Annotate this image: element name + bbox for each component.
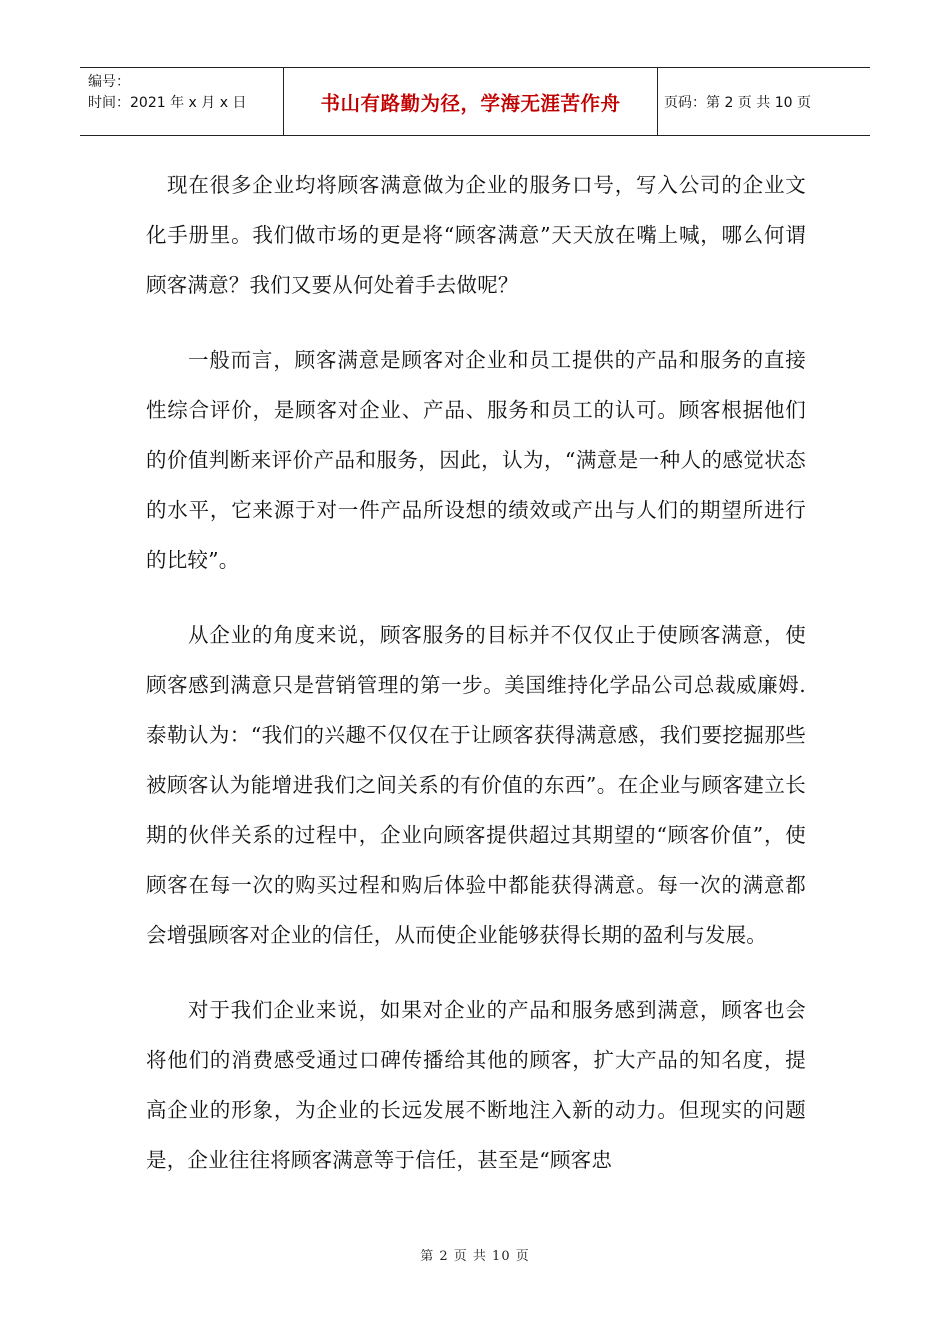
document-number-label: 编号： [88, 74, 130, 90]
footer-page-number: 第 2 页 共 10 页 [420, 1249, 530, 1264]
paragraph-1: 现在很多企业均将顾客满意做为企业的服务口号，写入公司的企业文化手册里。我们做市场的更是将“顾客满意”天天放在嘴上喊，哪么何谓顾客满意？我们又要从何处着手去做呢？ [146, 173, 806, 297]
header-page-cell [658, 68, 870, 135]
paragraph-3: 从企业的角度来说，顾客服务的目标并不仅仅止于使顾客满意，使顾客感到满意只是营销管理的第一步。美国维持化学品公司总裁威廉姆.泰勒认为：“我们的兴趣不仅仅在于让顾客获得满意感，我们要挖掘那些被顾客认为能增进我们之间关系的有价值的东西”。在企业与顾客建立长期的伙伴关系的过程中，企业向顾客提供超过其期望的“顾客价值”，使顾客在每一次的购买过程和购后体验中都能获得满意。每一次的满意都会增强顾客对企业的信任，从而使企业能够获得长期的盈利与发展。 [146, 623, 806, 947]
header-table [80, 67, 870, 136]
document-body [146, 160, 806, 1210]
header-motto-cell [283, 68, 658, 135]
header-motto: 书山有路勤为径，学海无涯苦作舟 [320, 91, 621, 115]
document-time-label: 时间：2021 年 x 月 x 日 [88, 95, 247, 111]
paragraph-2: 一般而言，顾客满意是顾客对企业和员工提供的产品和服务的直接性综合评价，是顾客对企业、产品、服务和员工的认可。顾客根据他们的价值判断来评价产品和服务，因此，认为，“满意是一种人的感觉状态的水平，它来源于对一件产品所设想的绩效或产出与人们的期望所进行的比较”。 [146, 348, 806, 572]
header-meta-cell [80, 68, 283, 135]
header-page-info: 页码：第 2 页 共 10 页 [664, 94, 811, 111]
page-footer [0, 1245, 950, 1264]
paragraph-4: 对于我们企业来说，如果对企业的产品和服务感到满意，顾客也会将他们的消费感受通过口碑传播给其他的顾客，扩大产品的知名度，提高企业的形象，为企业的长远发展不断地注入新的动力。但现实的问题是，企业往往将顾客满意等于信任，甚至是“顾客忠 [146, 998, 806, 1172]
